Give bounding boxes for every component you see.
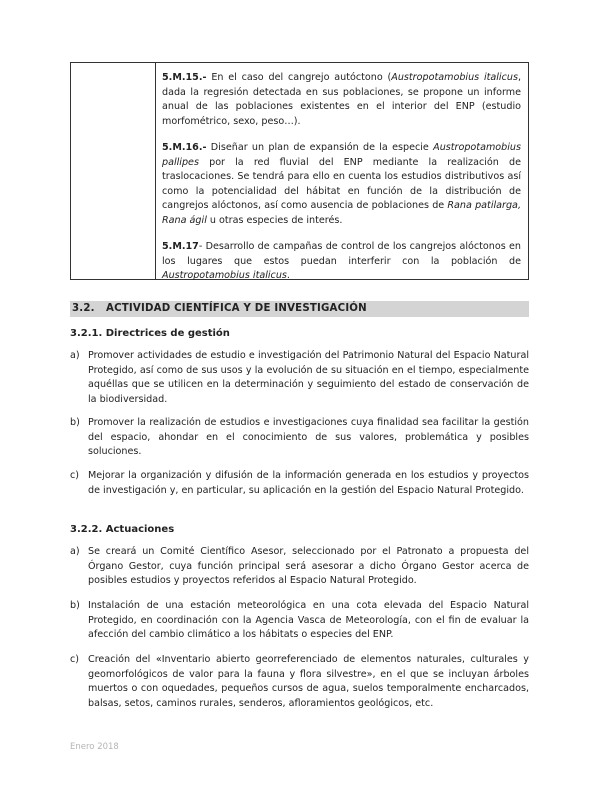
section-heading [70, 301, 529, 317]
measures-cell [162, 71, 521, 296]
subsection-title-guidelines: 3.2.1. Directrices de gestión [70, 328, 230, 339]
footer-date: Enero 2018 [70, 742, 119, 752]
measure-text: Diseñar un plan de expansión de la especie [206, 142, 434, 153]
list-marker: c) [70, 654, 80, 665]
list-item [70, 599, 529, 643]
measure-text: u otras especies de interés. [206, 214, 343, 226]
measure-text: . [286, 270, 290, 281]
list-item [70, 653, 529, 711]
list-marker: a) [70, 546, 80, 557]
measure-text: , dada la regresión detectada en sus poblaciones, se propone un informe anual de las poblaciones existentes en el interior del ENP (estudio morfométrico, sexo, peso…). [162, 72, 522, 127]
measure-code: 5.M.17 [162, 241, 199, 252]
list-item-text: Instalación de una estación meteorológica en una cota elevada del Espacio Natural Protegido, en coordinación con la Agencia Vasca de Meteorología, con el fin de evaluar la afección del cambio climático a los hábitats o especies del ENP. [88, 600, 529, 640]
measure-text: - Desarrollo de campañas de control de los cangrejos alóctonos en los lugares que estos puedan interferir con la población de [162, 241, 521, 267]
list-item [70, 545, 529, 589]
subsection-title-actions: 3.2.2. Actuaciones [70, 524, 175, 535]
table-column-divider [155, 63, 156, 279]
measure-code: 5.M.15.- [162, 72, 207, 83]
list-marker: b) [70, 600, 80, 611]
list-marker: c) [70, 470, 80, 481]
measure-paragraph [162, 71, 521, 129]
measure-paragraph [162, 240, 521, 284]
list-item-text: Promover la realización de estudios e investigaciones cuya finalidad sea facilitar la gestión del espacio, ahondar en el conocimiento de sus valores, problemática y posibles soluciones. [88, 417, 529, 457]
list-item-text: Creación del «Inventario abierto georreferenciado de elementos naturales, culturales y geomorfológicos de valor para la fauna y flora silvestre», en el que se incluyan árboles muertos o con oquedades, pequeños cursos de agua, suelos temporalmente encharcados, balsas, setos, caminos rurales, senderos, afloramientos geológicos, etc. [88, 654, 529, 709]
measure-paragraph [162, 141, 521, 228]
list-item [70, 349, 529, 407]
list-item-text: Se creará un Comité Científico Asesor, seleccionado por el Patronato a propuesta del Órgano Gestor, cuya función principal será asesorar a dicho Órgano Gestor acerca de posibles estudios y proyectos referidos al Espacio Natural Protegido. [88, 546, 529, 586]
section-number: 3.2. [72, 303, 95, 314]
section-title: ACTIVIDAD CIENTÍFICA Y DE INVESTIGACIÓN [106, 303, 367, 314]
measures-table [70, 62, 529, 280]
species-name: Austropotamobius italicus [162, 270, 287, 281]
species-name: Rana patilarga, Rana ágil [162, 200, 521, 226]
list-item [70, 416, 529, 460]
list-marker: a) [70, 350, 80, 361]
list-marker: b) [70, 417, 80, 428]
list-item-text: Mejorar la organización y difusión de la información generada en los estudios y proyectos de investigación y, en particular, su aplicación en la gestión del Espacio Natural Protegido. [88, 470, 529, 496]
list-item-text: Promover actividades de estudio e investigación del Patrimonio Natural del Espacio Natural Protegido, así como de sus usos y la evolución de su situación en el tiempo, especialmente aquéllas que se utilicen en la determinación y seguimiento del estado de conservación de la biodiversidad. [88, 350, 529, 405]
species-name: Austropotamobius pallipes [162, 142, 521, 168]
measure-text: En el caso del cangrejo autóctono ( [206, 72, 392, 83]
list-item [70, 469, 529, 498]
measure-text: por la red fluvial del ENP mediante la realización de traslocaciones. Se tendrá para ello en cuenta los estudios distributivos así como la potencialidad del hábitat en función de la distribución de cangrejos alóctonos, así como ausencia de poblaciones de [162, 156, 521, 211]
species-name: Austropotamobius italicus [391, 72, 518, 83]
measure-code: 5.M.16.- [162, 142, 207, 153]
